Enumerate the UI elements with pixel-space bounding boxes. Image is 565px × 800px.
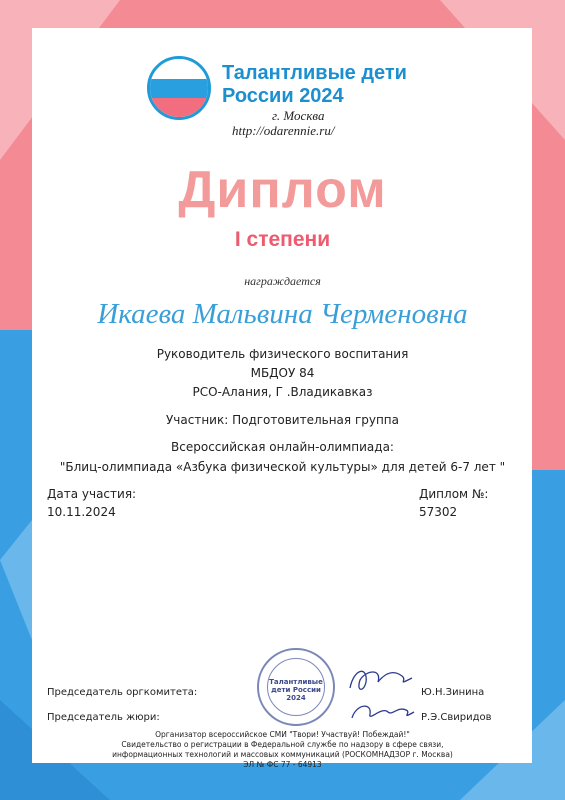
region: РСО-Алания, Г .Владикавказ [192,385,373,399]
stamp-line-3: 2024 [286,694,306,702]
date-value: 10.11.2024 [47,505,116,519]
diploma-degree: I степени [234,228,331,251]
recipient-position: Руководитель физического воспитания [156,347,409,361]
footer-line-3: информационных технологий и массовых коммуникаций (РОСКОМНАДЗОР г. Москва) [112,750,453,759]
institution: МБДОУ 84 [250,366,315,380]
chair-label: Председатель оргкомитета: [47,687,198,698]
brand-url: http://odarennie.ru/ [232,123,335,138]
diploma-number-label: Диплом №: [419,487,489,501]
awarded-label: награждается [244,274,321,288]
date-label: Дата участия: [47,487,137,501]
organization-stamp [257,648,335,726]
footer-line-1: Организатор всероссийское СМИ "Твори! Участвуй! Побеждай!" [155,730,410,739]
jury-label: Председатель жюри: [47,712,160,723]
participant: Участник: Подготовительная группа [165,413,400,427]
diploma-number-value: 57302 [419,505,458,519]
brand-line-2: России 2024 [222,85,344,107]
recipient-name: Икаева Мальвина Черменовна [97,298,468,330]
handwritten-signatures [342,660,422,730]
event-name: "Блиц-олимпиада «Азбука физической культуры» для детей 6-7 лет " [59,460,506,474]
brand-name [222,62,407,108]
footer-line-4: ЭЛ № ФС 77 - 64913 [243,760,322,769]
brand-city: г. Москва [272,108,325,123]
brand-line-1: Талантливые дети [222,62,407,84]
chair-name: Ю.Н.Зинина [421,687,485,698]
stamp-line-2: дети России [271,686,321,694]
diploma-title: Диплом [178,161,387,219]
flag-logo-icon [147,56,211,120]
footer-registration [0,730,565,770]
jury-name: Р.Э.Свиридов [421,712,492,723]
event-type: Всероссийская онлайн-олимпиада: [171,440,394,454]
footer-line-2: Свидетельство о регистрации в Федеральной службе по надзору в сфере связи, [121,740,444,749]
stamp-line-1: Талантливые [269,678,323,686]
